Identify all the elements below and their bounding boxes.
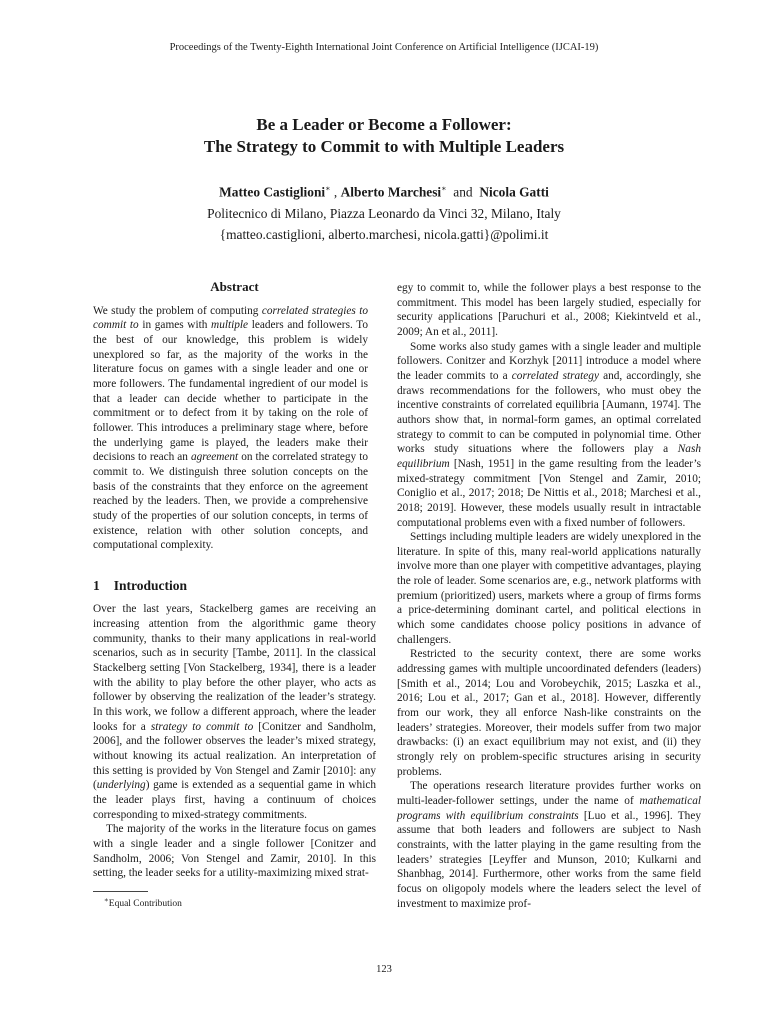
author-3: Nicola Gatti xyxy=(479,184,549,200)
affiliation: Politecnico di Milano, Piazza Leonardo da Vinci 32, Milano, Italy xyxy=(207,205,561,221)
paper-title xyxy=(0,114,768,158)
equal-contribution-marker: ∗ xyxy=(325,184,331,193)
title-line-2: The Strategy to Commit to with Multiple Leaders xyxy=(203,137,565,156)
author-and: and xyxy=(453,184,473,200)
author-1: Matteo Castiglioni xyxy=(219,184,326,200)
title-line-1: Be a Leader or Become a Follower: xyxy=(256,115,512,134)
equal-contribution-marker: ∗ xyxy=(441,184,447,193)
email: {matteo.castiglioni, alberto.marchesi, nicola.gatti}@polimi.it xyxy=(219,227,549,243)
intro-paragraph-6: Restricted to the security context, there are some works addressing games with multiple uncoordinated defenders (leaders) [Smith et al., 2014; Lou and Vorobeychik, 2015; Laszka et al., 2016; Lou et al., 2017; Gan et al., 2018]. However, differently from our work, they all enforce Nash-like constraints on the leaders’ strategies. Moreover, their models suffer from two major drawbacks: (i) an exact equilibrium may not exist, and (ii) they strongly rely on problem-specific structures arising in security problems. xyxy=(397,648,701,778)
author-2: Alberto Marchesi xyxy=(340,184,442,200)
intro-paragraph-5: Settings including multiple leaders are widely unexplored in the literature. In spite of this, many real-world applications naturally involve more than one player with competitive advantages, playing the role of leader. Some scenarios are, e.g., network platforms with premium (prioritized) users, markets where a group of firms forms a price-determining dominant cartel, and political elections in which some candidates choose policy positions in advance of challengers. xyxy=(397,531,701,646)
intro-paragraph-7: The operations research literature provides further works on multi-leader-follower settings, under the name of mathematical programs with equilibrium constraints [Luo et al., 1996]. They assume that both leaders and followers are subject to Nash constraints, with the latter playing in the game resulting from the leaders’ strategies [Leyffer and Munson, 2010; Kulkarni and Shanbhag, 2014]. Furthermore, other works from the same field focus on oligopoly models where the leaders select the level of investment to maximize prof- xyxy=(397,780,701,910)
footnote: ∗Equal Contribution xyxy=(104,896,182,910)
author-block xyxy=(0,178,768,246)
abstract-text: We study the problem of computing correlated strategies to commit to in games with multiple leaders and followers. To the best of our knowledge, this problem is widely unexplored so far, as the majority of the works in the literature focus on games with a single leader and one or more followers. The fundamental ingredient of our model is that a leader can decide whether to participate in the commitment or to defect from it by taking on the role of follower. This introduces a preliminary stage where, before the underlying game is played, the leaders make their decisions to reach an agreement on the correlated strategy to commit to. We distinguish three solution concepts on the basis of the constraints that they enforce on the agreement reached by the leaders. Then, we provide a comprehensive study of the properties of our solution concepts, in terms of existence, relation with other solution concepts, and computational complexity. xyxy=(93,304,368,552)
author-names: Matteo Castiglioni∗ , Alberto Marchesi∗ and Nicola Gatti xyxy=(219,184,549,200)
intro-paragraph-1: Over the last years, Stackelberg games are receiving an increasing attention from the algorithmic game theory community, thanks to their many applications in real-world scenarios, such as in security [Tambe, 2011]. In the classical Stackelberg setting [Von Stackelberg, 1934], there is a leader with the ability to play before the other player, who acts as follower by observing the realization of the leader’s strategy. In this work, we follow a different approach, where the leader looks for a strategy to commit to [Conitzer and Sandholm, 2006], and the follower observes the leader’s mixed strategy, without knowing its actual realization. An interpretation of this setting is provided by Von Stengel and Zamir [2010]: any (underlying) game is extended as a sequential game in which the leader plays first, having a continuum of choices corresponding to mixed-strategy commitments. xyxy=(93,603,376,821)
intro-paragraph-2: The majority of the works in the literature focus on games with a single leader and a single follower [Conitzer and Sandholm, 2006; Von Stengel and Zamir, 2010]. In this setting, the leader seeks for a utility-maximizing mixed strat- xyxy=(93,823,376,880)
intro-paragraph-4: Some works also study games with a single leader and multiple followers. Conitzer and Korzhyk [2011] introduce a model where the leader commits to a correlated strategy and, accordingly, she draws recommendations for the followers, who must obey the incentive constraints of correlated equilibria [Aumann, 1974]. The authors show that, in normal-form games, an optimal correlated strategy to commit to can be computed in polynomial time. Other works study situations where the followers play a Nash equilibrium [Nash, 1951] in the game resulting from the leader’s mixed-strategy commitment [Von Stengel and Zamir, 2010; Coniglio et al., 2017; 2018; De Nittis et al., 2018; Marchesi et al., 2018; 2019]. However, these models usually result in intractable computational problems even with a fixed number of followers. xyxy=(397,340,701,529)
abstract-heading: Abstract xyxy=(210,279,259,294)
proceedings-header: Proceedings of the Twenty-Eighth International Joint Conference on Artificial Intelligence (IJCAI-19) xyxy=(169,42,599,53)
intro-paragraph-3: egy to commit to, while the follower plays a best response to the commitment. This model has been largely studied, especially for security applications [Paruchuri et al., 2008; Kiekintveld et al., 2009; An et al., 2011]. xyxy=(397,282,701,338)
right-column xyxy=(397,281,701,911)
section-heading-introduction: 1 Introduction xyxy=(93,577,188,593)
footnote-rule xyxy=(93,891,148,892)
left-column xyxy=(93,280,376,881)
page-number: 123 xyxy=(376,964,392,975)
